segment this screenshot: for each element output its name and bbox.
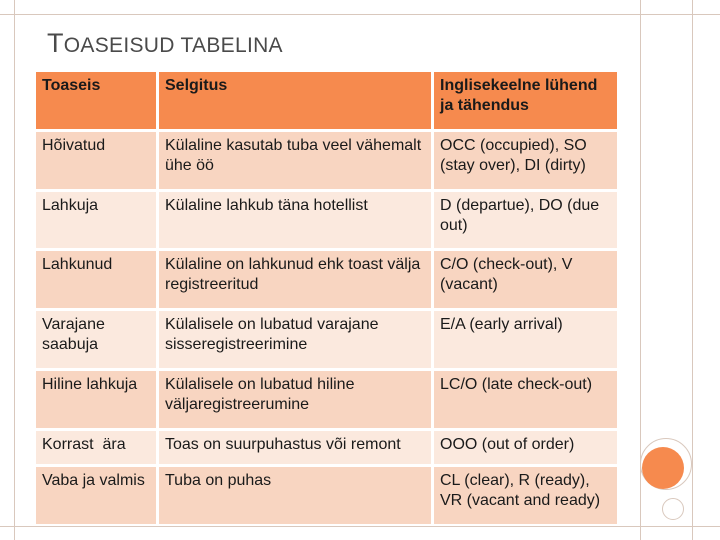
cell-status: Korrast ära <box>36 431 156 464</box>
cell-status: Vaba ja valmis <box>36 467 156 524</box>
page-title <box>47 28 283 59</box>
cell-abbreviation: OOO (out of order) <box>434 431 617 464</box>
cell-status: Lahkuja <box>36 192 156 249</box>
table-row <box>36 192 617 249</box>
table-row <box>36 431 617 464</box>
header-cell-description: Selgitus <box>159 72 431 129</box>
cell-abbreviation: LC/O (late check-out) <box>434 371 617 428</box>
decorative-circle-small <box>662 498 684 520</box>
frame-line-left <box>14 0 15 540</box>
cell-status: Lahkunud <box>36 251 156 308</box>
cell-abbreviation: CL (clear), R (ready), VR (vacant and ready) <box>434 467 617 524</box>
cell-abbreviation: OCC (occupied), SO (stay over), DI (dirty) <box>434 132 617 189</box>
room-status-table <box>33 69 620 527</box>
cell-status: Varajane saabuja <box>36 311 156 368</box>
page-title-first-letter: T <box>47 28 64 58</box>
cell-description: Toas on suurpuhastus või remont <box>159 431 431 464</box>
table-row <box>36 311 617 368</box>
page-title-rest: OASEISUD TABELINA <box>63 34 283 57</box>
cell-description: Külaline lahkub täna hotellist <box>159 192 431 249</box>
cell-description: Tuba on puhas <box>159 467 431 524</box>
table-row <box>36 467 617 524</box>
frame-line-top <box>0 14 720 15</box>
cell-abbreviation: D (departue), DO (due out) <box>434 192 617 249</box>
table-row <box>36 371 617 428</box>
decorative-circle-filled <box>642 447 684 489</box>
header-cell-abbreviation: Inglisekeelne lühend ja tähendus <box>434 72 617 129</box>
table-header-row <box>36 72 617 129</box>
cell-status: Hiline lahkuja <box>36 371 156 428</box>
cell-status: Hõivatud <box>36 132 156 189</box>
cell-description: Külalisele on lubatud varajane sisseregistreerimine <box>159 311 431 368</box>
cell-description: Külalisele on lubatud hiline väljaregistreerumine <box>159 371 431 428</box>
cell-description: Külaline kasutab tuba veel vähemalt ühe öö <box>159 132 431 189</box>
frame-line-right-outer <box>692 0 693 540</box>
cell-abbreviation: E/A (early arrival) <box>434 311 617 368</box>
header-cell-status: Toaseis <box>36 72 156 129</box>
table-row <box>36 251 617 308</box>
cell-abbreviation: C/O (check-out), V (vacant) <box>434 251 617 308</box>
table-row <box>36 132 617 189</box>
cell-description: Külaline on lahkunud ehk toast välja registreeritud <box>159 251 431 308</box>
